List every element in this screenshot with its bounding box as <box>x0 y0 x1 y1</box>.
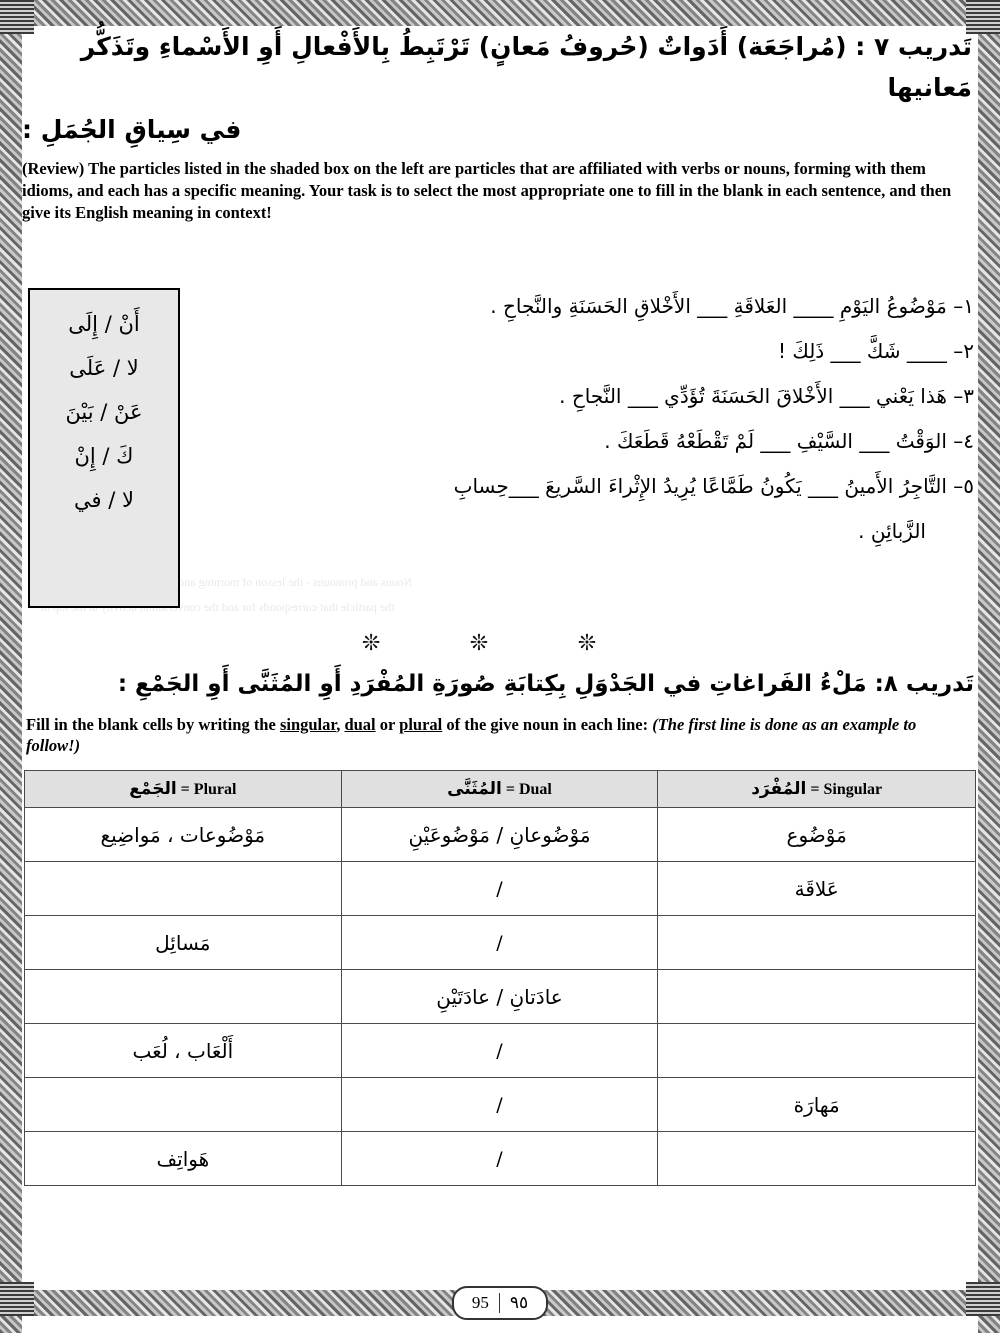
cell-singular[interactable]: مَوْضُوع <box>658 808 976 862</box>
exercise8-instructions-italic: (The first line is done as an example to follow!) <box>26 715 917 756</box>
table-header-dual-eq: = <box>501 781 519 798</box>
table-header-plural-arabic: الجَمْع <box>129 779 177 799</box>
table-header-singular-arabic: المُفْرَد <box>751 779 807 799</box>
particles-box <box>28 288 180 608</box>
cell-dual[interactable]: عادَتانِ / عادَتَيْنِ <box>341 970 658 1024</box>
question-item: ٥– التَّاجِرُ الأَمينُ ___ يَكُونُ طَمَّاعًا يُرِيدُ الإِثْراءَ السَّريعَ ___حِسابِ <box>453 474 974 498</box>
page-border-left <box>0 0 22 1333</box>
cell-dual[interactable]: / <box>341 1132 658 1186</box>
exercise7-title-line2: في سِياقِ الجُمَلِ : <box>22 114 242 144</box>
table-header-dual-arabic: المُثَنَّى <box>447 779 502 799</box>
table-row <box>25 1078 976 1132</box>
table-row <box>25 1132 976 1186</box>
cell-plural[interactable] <box>25 970 342 1024</box>
particle-row: أَنْ / إِلَى <box>68 312 140 336</box>
exercise7-question-list <box>214 284 974 554</box>
question-item: ٢– ____ شَكَّ ___ ذَلِكَ ! <box>777 339 974 363</box>
page-number-badge <box>452 1286 548 1320</box>
flourish-divider: ❊ ❊ ❊ <box>361 630 639 655</box>
exercise8-instructions-part1: Fill in the blank cells by writing the <box>26 715 280 734</box>
exercise7-instructions: (Review) The particles listed in the shaded box on the left are particles that are affiliated with verbs or nouns, forming with them idioms, and each has a specific meaning. Your task is to select the most appropriate one to fill in the blank in each sentence, and then give its English meaning in context! <box>22 158 952 222</box>
exercise8-instructions-part4: of the give noun in each line: <box>442 715 653 734</box>
particle-row: لا / عَلَى <box>69 356 139 380</box>
exercise8-underline-dual: dual <box>344 715 376 734</box>
question-item: ١– مَوْضُوعُ اليَوْمِ ____ العَلاقَةِ ___ الأَخْلاقِ الحَسَنَةِ والنَّجاحِ . <box>490 294 974 318</box>
cell-plural[interactable]: مَوْضُوعات ، مَواضِيع <box>25 808 342 862</box>
exercise8-instructions <box>26 714 972 757</box>
cell-singular[interactable] <box>658 1132 976 1186</box>
cell-plural[interactable] <box>25 1078 342 1132</box>
cell-plural[interactable]: هَواتِف <box>25 1132 342 1186</box>
table-header-singular-latin: Singular <box>823 781 883 798</box>
exercise8-underline-plural: plural <box>399 715 443 734</box>
exercise8-instructions-part2: , <box>336 715 345 734</box>
question-item-continuation: الزَّبائِنِ . <box>858 519 926 543</box>
exercise7-title-line1: تَدريب ٧ : (مُراجَعَة) أَدَواتٌ (حُروفُ مَعانٍ) تَرْتَبِطُ بِالأَفْعالِ أَوِ الأَسْماءِ وتَذَكُّر مَعانيها <box>80 32 972 103</box>
cell-singular[interactable] <box>658 916 976 970</box>
bleed-through-text: the particle that corresponds for and the conversation activity at the top of <box>40 600 395 614</box>
page-number-separator <box>499 1293 500 1313</box>
table-header-singular-eq: = <box>806 781 824 798</box>
cell-plural[interactable]: أَلْعَاب ، لُعَب <box>25 1024 342 1078</box>
page-border-top <box>0 0 1000 26</box>
table-header-singular <box>658 771 976 808</box>
exercise7-title <box>22 26 978 150</box>
exercise8-underline-singular: singular <box>279 715 337 734</box>
table-header-dual <box>341 771 658 808</box>
exercise8-title: تَدريب ٨: مَلْءُ الفَراغاتِ في الجَدْوَلِ بِكِتابَةِ صُورَةِ المُفْرَدِ أَوِ المُثَنَّى أَوِ الجَمْعِ : <box>117 671 974 697</box>
table-header-row <box>25 771 976 808</box>
cell-dual[interactable]: مَوْضُوعانِ / مَوْضُوعَيْنِ <box>341 808 658 862</box>
cell-plural[interactable] <box>25 862 342 916</box>
page-border-right <box>978 0 1000 1333</box>
page-content <box>22 26 978 1290</box>
cell-dual[interactable]: / <box>341 1024 658 1078</box>
table-row <box>25 916 976 970</box>
table-row <box>25 862 976 916</box>
table-row <box>25 1024 976 1078</box>
question-item: ٤– الوَقْتُ ___ السَّيْفِ ___ لَمْ تَقْطَعْهُ قَطَعَكَ . <box>604 429 974 453</box>
noun-forms-table <box>24 770 976 1186</box>
table-row <box>25 970 976 1024</box>
question-item: ٣– هَذا يَعْني ___ الأَخْلاقَ الحَسَنَةَ تُؤَدِّي ___ النَّجاحِ . <box>559 384 974 408</box>
particle-row: عَنْ / بَيْنَ <box>65 400 143 424</box>
cell-singular[interactable]: عَلاقَة <box>658 862 976 916</box>
table-header-dual-latin: Dual <box>518 781 552 798</box>
particle-row: لا / في <box>74 488 134 512</box>
table-header-plural-latin: Plural <box>193 781 237 798</box>
cell-plural[interactable]: مَسائِل <box>25 916 342 970</box>
page-number-latin: 95 <box>471 1293 489 1312</box>
cell-singular[interactable]: مَهارَة <box>658 1078 976 1132</box>
exercise8-instructions-part3: or <box>375 715 400 734</box>
table-row <box>25 808 976 862</box>
particle-row: كَ / إِنْ <box>74 444 134 468</box>
cell-dual[interactable]: / <box>341 1078 658 1132</box>
table-header-plural <box>25 771 342 808</box>
cell-dual[interactable]: / <box>341 862 658 916</box>
cell-singular[interactable] <box>658 970 976 1024</box>
cell-singular[interactable] <box>658 1024 976 1078</box>
table-header-plural-eq: = <box>176 781 194 798</box>
page-number-arabic: ٩٥ <box>509 1293 529 1312</box>
bleed-through-text: Nouns and pronouns - the lesson of morning and Arabic word also from there <box>40 575 413 589</box>
cell-dual[interactable]: / <box>341 916 658 970</box>
